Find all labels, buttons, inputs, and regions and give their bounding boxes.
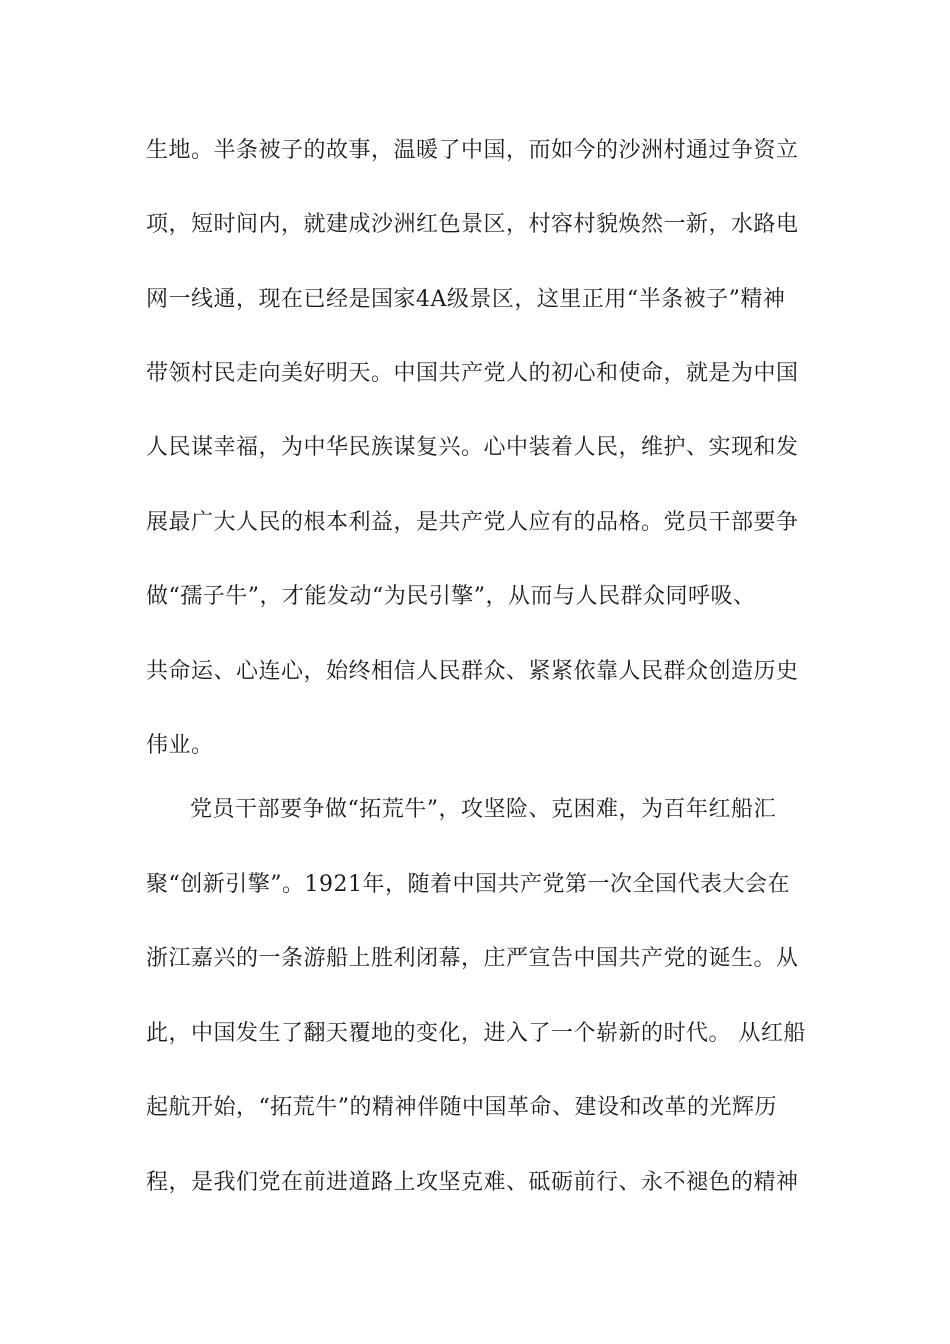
paragraph-line: 程，是我们党在前进道路上攻坚克难、砥砺前行、永不褪色的精神 [146,1170,799,1195]
paragraph-line: 聚“创新引擎”。1921年，随着中国共产党第一次全国代表大会在 [146,872,790,897]
paragraph-line: 生地。半条被子的故事，温暖了中国，而如今的沙洲村通过争资立 [146,138,799,163]
paragraph-line: 党员干部要争做“拓荒牛”，攻坚险、克困难，为百年红船汇 [190,797,776,822]
paragraph-line: 共命运、心连心，始终相信人民群众、紧紧依靠人民群众创造历史 [146,659,799,684]
paragraph-line: 做“孺子牛”，才能发动“为民引擎”，从而与人民群众同呼吸、 [146,584,756,609]
paragraph-line: 项，短时间内，就建成沙洲红色景区，村容村貌焕然一新，水路电 [146,212,799,237]
paragraph-line: 展最广大人民的根本利益，是共产党人应有的品格。党员干部要争 [146,510,799,535]
paragraph-line: 浙江嘉兴的一条游船上胜利闭幕，庄严宣告中国共产党的诞生。从 [146,946,799,971]
paragraph-line: 起航开始，“拓荒牛”的精神伴随中国革命、建设和改革的光辉历 [146,1095,777,1120]
paragraph-line: 人民谋幸福，为中华民族谋复兴。心中装着人民，维护、实现和发 [146,435,799,460]
paragraph-line: 带领村民走向美好明天。中国共产党人的初心和使命，就是为中国 [146,361,799,386]
paragraph-line: 伟业。 [146,733,214,758]
paragraph-line: 此，中国发生了翻天覆地的变化，进入了一个崭新的时代。 从红船 [146,1021,806,1046]
paragraph-line: 网一线通，现在已经是国家4A级景区，这里正用“半条被子”精神 [146,287,786,312]
